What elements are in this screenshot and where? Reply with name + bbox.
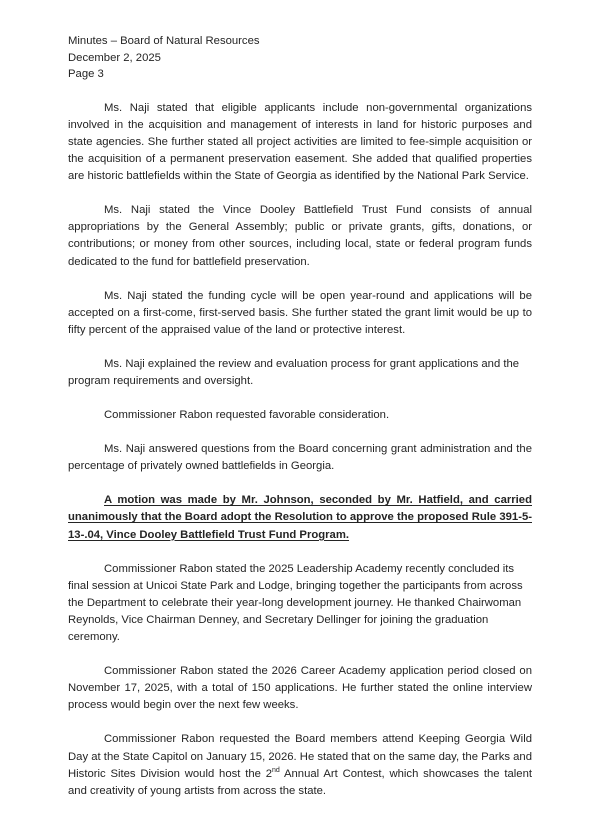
paragraph-motion-resolution [68,492,532,543]
header-date: December 2, 2025 [68,51,161,64]
paragraph-eligible-applicants: Ms. Naji stated that eligible applicants include non-governmental organizations involved in the acquisition and management of interests in land for historic purposes and state agencies. She further stated all project activities are limited to fee-simple acquisition or the acquisition of a permanent preservation easement. She added that qualified properties are historic battlefields within the State of Georgia as identified by the National Park Service. [68,101,532,183]
document-body [68,100,532,800]
paragraph-board-questions: Ms. Naji answered questions from the Board concerning grant administration and the percentage of privately owned battlefields in Georgia. [68,443,532,473]
paragraph-leadership-academy: Commissioner Rabon stated the 2025 Leadership Academy recently concluded its final session at Unicoi State Park and Lodge, bringing together the participants from across the Department to celebrate their year-long development journey. He thanked Chairwoman Reynolds, Vice Chairman Denney, and Secretary Dellinger for joining the graduation ceremony. [68,562,523,644]
art-contest-text-before: Commissioner Rabon requested the Board members attend Keeping Georgia Wild Day at the State Capitol on January 15, 2026. He stated that on the same day, the Parks and Historic Sites Division would host the 2 [68,733,532,780]
ordinal-superscript: nd [272,766,280,774]
page-content [68,33,532,817]
paragraph-keeping-georgia-wild [68,731,532,799]
document-header [68,33,532,83]
art-contest-text-after: Annual Art Contest, which showcases the talent and creativity of young artists from across the state. [68,767,532,797]
header-title: Minutes – Board of Natural Resources [68,35,260,47]
paragraph-review-process: Ms. Naji explained the review and evaluation process for grant applications and the program requirements and oversight. [68,357,520,387]
paragraph-career-academy: Commissioner Rabon stated the 2026 Career Academy application period closed on November 17, 2025, with a total of 150 applications. He further stated the online interview process would begin over the next few weeks. [68,665,532,712]
motion-underlined-text: A motion was made by Mr. Johnson, seconded by Mr. Hatfield, and carried unanimously that the Board adopt the Resolution to approve the proposed Rule 391-5-13-.04, Vince Dooley Battlefield Trust Fund Program. [68,494,532,541]
paragraph-trust-fund-sources: Ms. Naji stated the Vince Dooley Battlefield Trust Fund consists of annual appropriations by the General Assembly; public or private grants, gifts, donations, or contributions; or money from other sources, including local, state or federal program funds dedicated to the fund for battlefield preservation. [68,204,532,268]
paragraph-funding-cycle: Ms. Naji stated the funding cycle will be open year-round and applications will be accepted on a first-come, first-served basis. She further stated the grant limit would be up to fifty percent of the appraised value of the land or protective interest. [68,289,532,336]
header-page-number: Page 3 [68,68,104,81]
paragraph-favorable-consideration: Commissioner Rabon requested favorable consideration. [104,409,390,422]
